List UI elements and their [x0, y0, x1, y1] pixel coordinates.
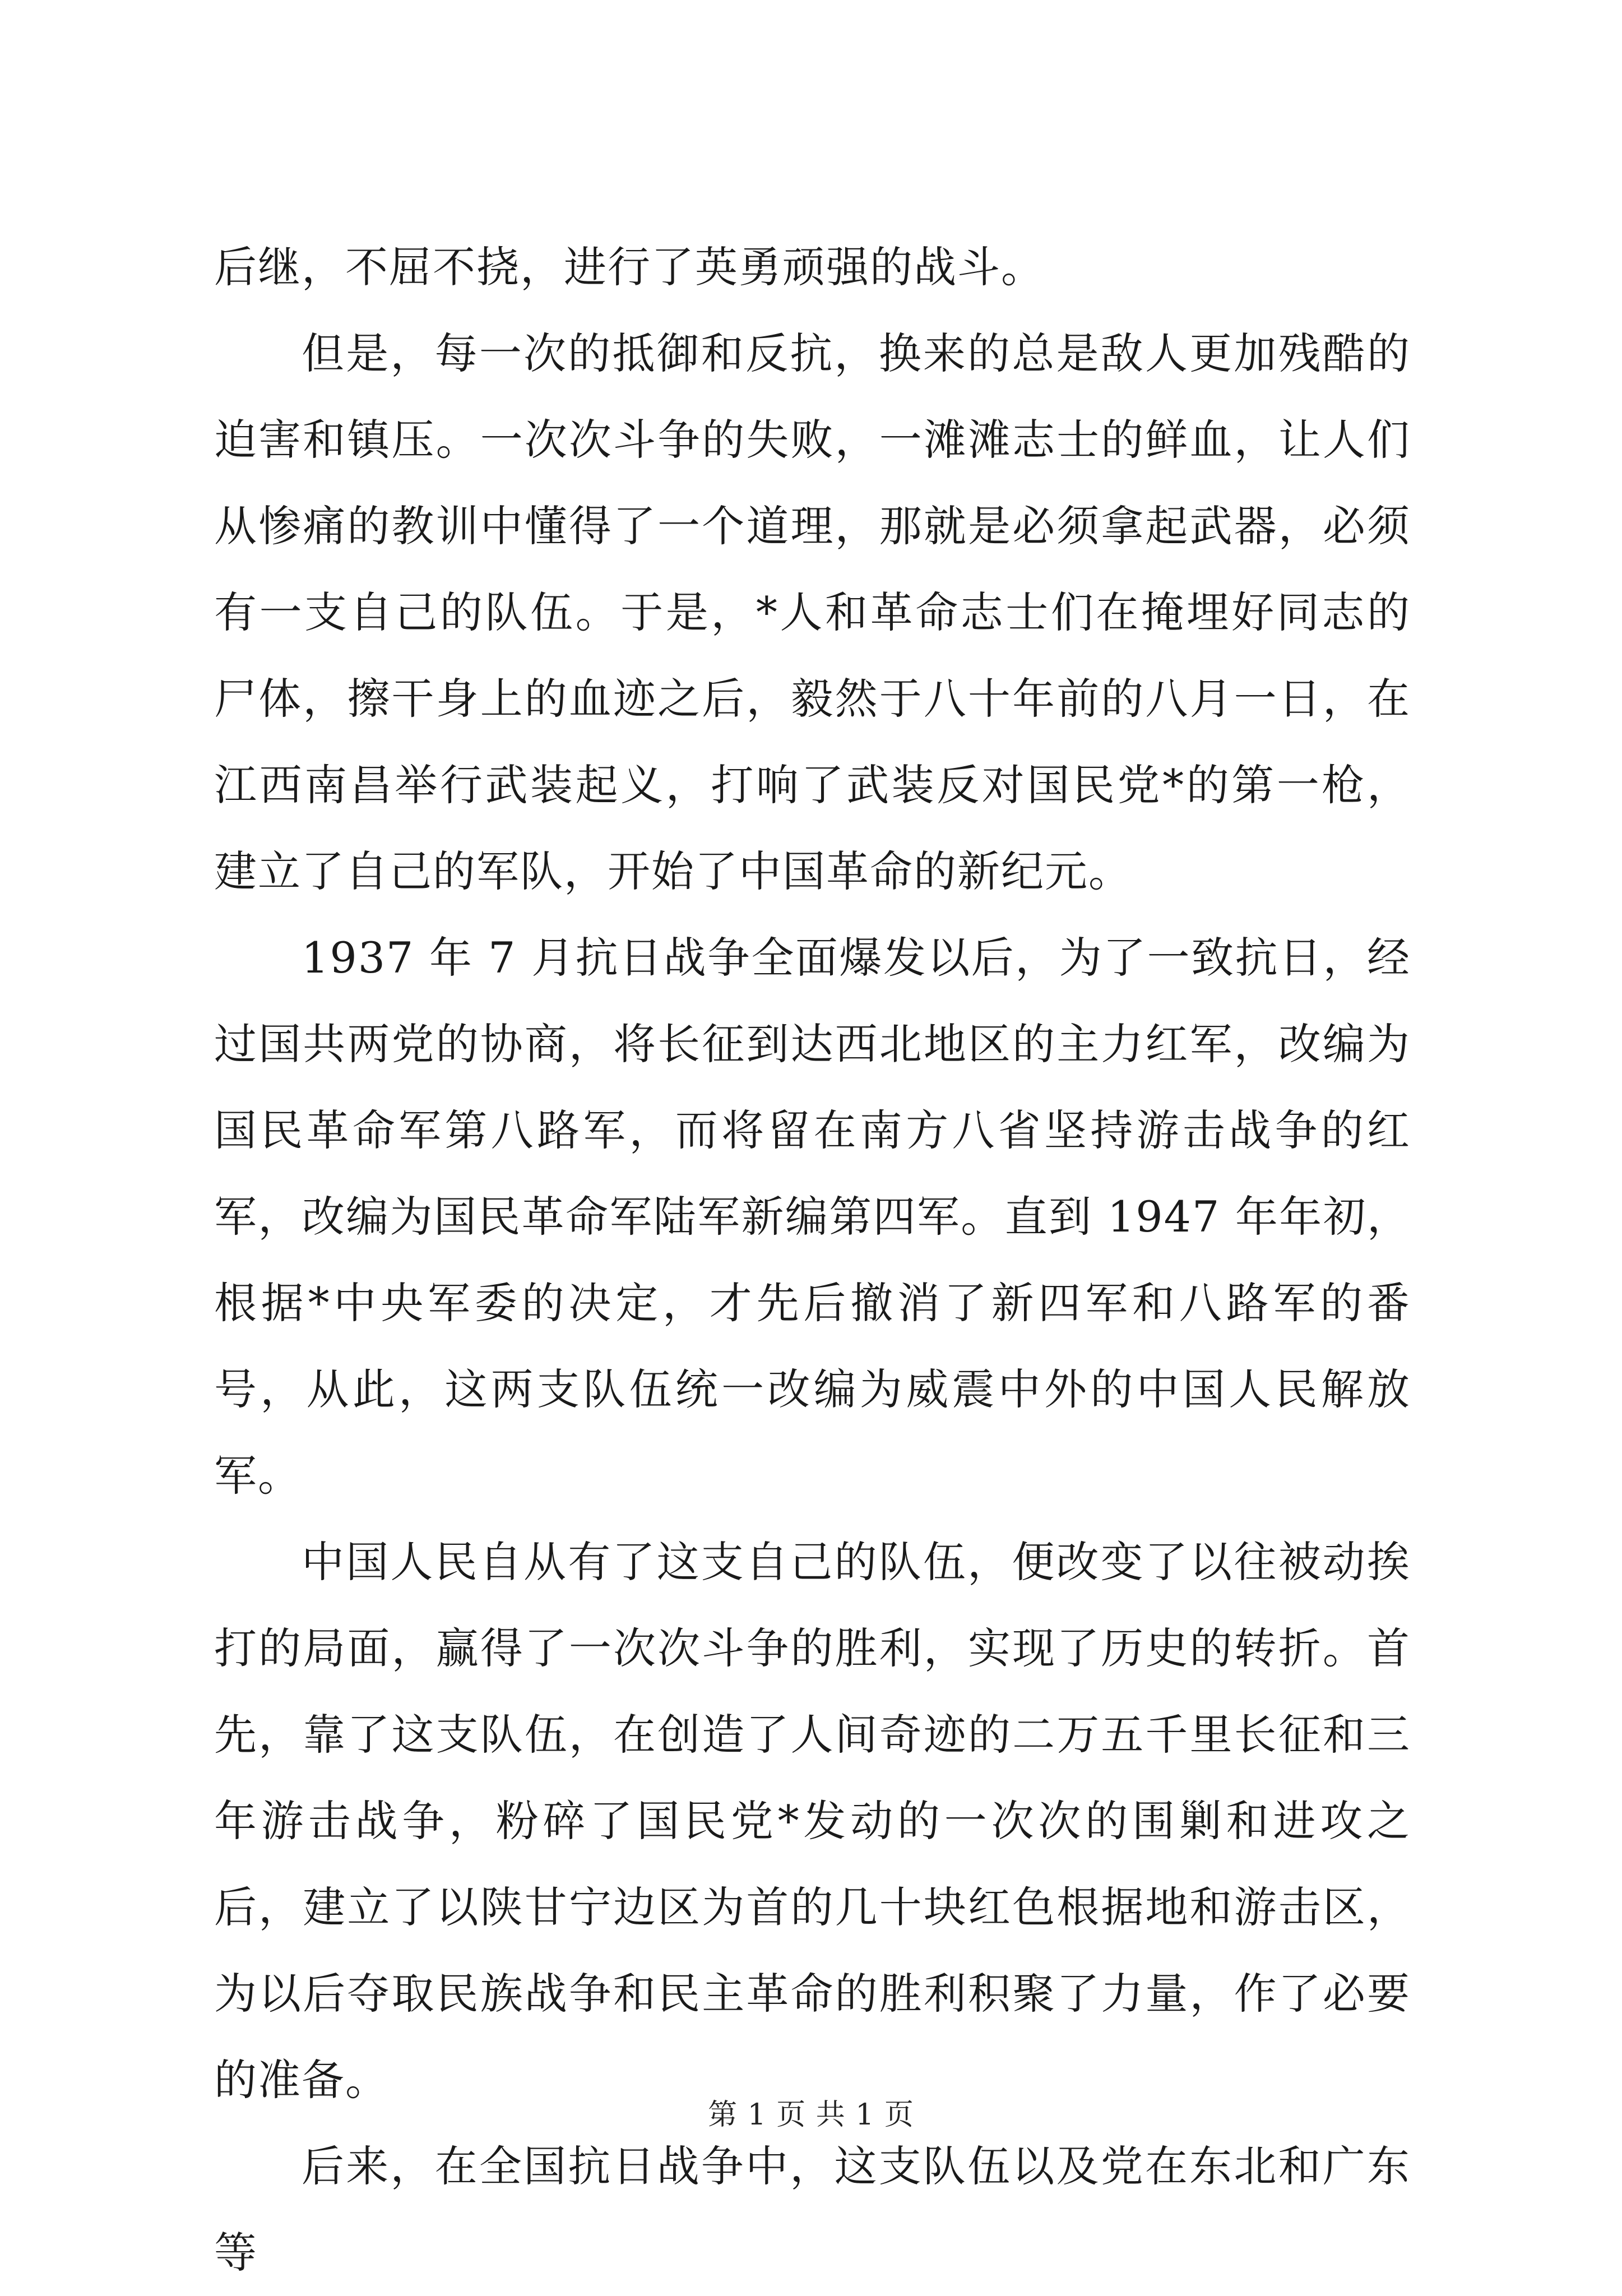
document-body [214, 224, 1411, 2296]
paragraph-2: 但是，每一次的抵御和反抗，换来的总是敌人更加残酷的迫害和镇压。一次次斗争的失败，一滩滩志士的鲜血，让人们从惨痛的教训中懂得了一个道理，那就是必须拿起武器，必须有一支自己的队伍。于是，*人和革命志士们在掩埋好同志的尸体，擦干身上的血迹之后，毅然于八十年前的八月一日，在江西南昌举行武装起义，打响了武装反对国民党*的第一枪，建立了自己的军队，开始了中国革命的新纪元。 [214, 328, 1411, 896]
paragraph-3: 1937 年 7 月抗日战争全面爆发以后，为了一致抗日，经过国共两党的协商，将长征到达西北地区的主力红军，改编为国民革命军第八路军，而将留在南方八省坚持游击战争的红军，改编为国民革命军陆军新编第四军。直到 1947 年年初，根据*中央军委的决定，才先后撤消了新四军和八路军的番号，从此，这两支队伍统一改编为威震中外的中国人民解放军。 [214, 933, 1411, 1501]
paragraph-1: 后继，不屈不挠，进行了英勇顽强的战斗。 [214, 242, 1045, 292]
page-footer: 第 1 页 共 1 页 [708, 2098, 914, 2132]
paragraph-4: 中国人民自从有了这支自己的队伍，便改变了以往被动挨打的局面，赢得了一次次斗争的胜利，实现了历史的转折。首先，靠了这支队伍，在创造了人间奇迹的二万五千里长征和三年游击战争，粉碎了国民党*发动的一次次的围剿和进攻之后，建立了以陕甘宁边区为首的几十块红色根据地和游击区，为以后夺取民族战争和民主革命的胜利积聚了力量，作了必要的准备。 [214, 1537, 1411, 2105]
paragraph-5: 后来，在全国抗日战争中，这支队伍以及党在东北和广东等 [214, 2141, 1411, 2278]
